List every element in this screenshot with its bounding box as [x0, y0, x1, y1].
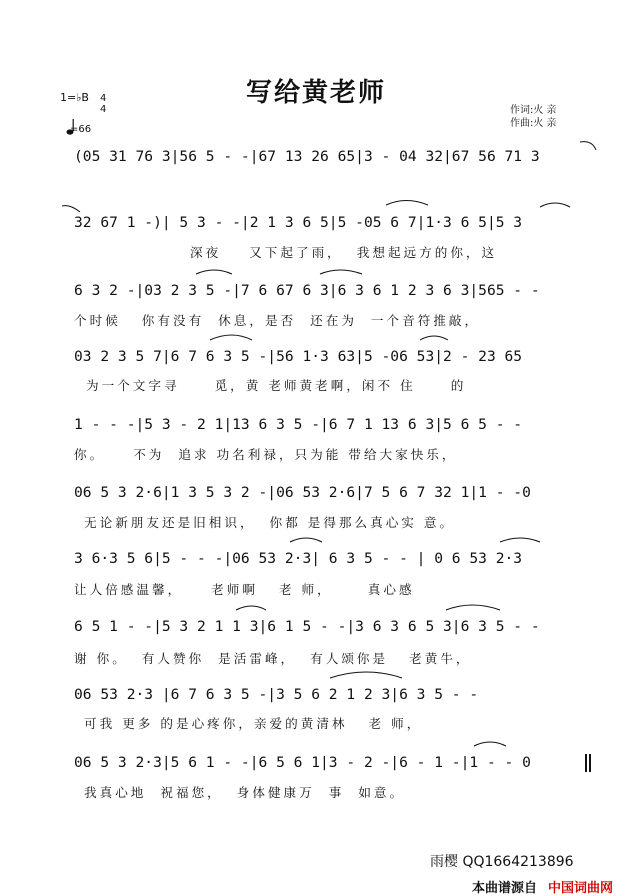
notation-line-10: 06 5 3 2·3|5 6 1 - -|6 5 6 1|3 - 2 -|6 - 1 -|1 - - 0 [74, 754, 531, 771]
lyric-line-9: 可我 更多 的是心疼你，亲爱的黄清林 老 师， [84, 716, 423, 731]
tempo-marking: =66 [70, 124, 92, 135]
lyric-line-6: 无论新朋友还是旧相识， 你都 是得那么真心实 意。 [84, 515, 456, 530]
lyric-line-2: 深夜 又下起了雨， 我想起远方的你，这 [190, 245, 498, 260]
slur-mark [420, 336, 448, 340]
notation-line-4: 03 2 3 5 7|6 7 6 3 5 -|56 1·3 63|5 -06 53|2 - 23 65 [74, 348, 523, 365]
source-label: 本曲谱源自 [472, 881, 538, 896]
notation-line-1: (05 31 76 3|56 5 - -|67 13 26 65|3 - 04 32|67 56 71 3 [74, 148, 540, 165]
lyricist-credit: 作词:火 亲 [510, 105, 557, 116]
notation-line-6: 06 5 3 2·6|1 3 5 3 2 -|06 53 2·6|7 5 6 7 32 1|1 - -0 [74, 484, 531, 501]
time-signature-bottom: 4 [100, 104, 107, 115]
notation-line-9: 06 53 2·3 |6 7 6 3 5 -|3 5 6 2 1 2 3|6 3 5 - - [74, 686, 479, 703]
time-signature-top: 4 [100, 93, 107, 104]
slur-mark [210, 335, 252, 340]
slur-mark [196, 270, 232, 274]
lyric-line-8: 谢 你。 有人赞你 是活雷峰， 有人颂你是 老黄牛， [74, 651, 472, 666]
source-site-link[interactable]: 中国词曲网 [548, 881, 614, 896]
lyric-line-4: 为一个文字寻 觅，黄 老师黄老啊，闲不 住 的 [86, 378, 467, 393]
slur-mark [62, 206, 80, 212]
lyric-line-10: 我真心地 祝福您， 身体健康万 事 如意。 [84, 785, 406, 800]
slur-mark [386, 201, 428, 206]
lyric-line-5: 你。 不为 追求 功名利禄，只为能 带给大家快乐， [74, 447, 458, 462]
notation-line-8: 6 5 1 - -|5 3 2 1 1 3|6 1 5 - -|3 6 3 6 5 3|6 3 5 - - [74, 618, 540, 635]
notation-line-7: 3 6·3 5 6|5 - - -|06 53 2·3| 6 3 5 - - | 0 6 53 2·3 [74, 550, 523, 567]
notation-line-2: 32 67 1 -)| 5 3 - -|2 1 3 6 5|5 -05 6 7|1·3 6 5|5 3 [74, 214, 523, 231]
composer-credit: 作曲:火 亲 [510, 118, 557, 129]
transcriber-signature: 雨樱 QQ1664213896 [430, 854, 574, 870]
notation-line-5: 1 - - -|5 3 - 2 1|13 6 3 5 -|6 7 1 13 6 3|5 6 5 - - [74, 416, 523, 433]
slur-mark [580, 142, 596, 150]
slur-mark [236, 606, 266, 610]
slur-mark [540, 203, 570, 207]
lyric-line-7: 让人倍感温馨， 老师啊 老 师， 真心感 [74, 582, 415, 597]
slur-mark [446, 605, 500, 610]
slur-mark [500, 538, 540, 542]
slur-mark [290, 538, 322, 542]
slur-mark [330, 672, 402, 678]
page-title: 写给黄老师 [245, 78, 386, 108]
notation-line-3: 6 3 2 -|03 2 3 5 -|7 6 67 6 3|6 3 6 1 2 3 6 3|565 - - [74, 282, 540, 299]
key-signature: 1=♭B [60, 91, 89, 104]
slur-mark [474, 742, 506, 746]
slur-mark [320, 270, 362, 274]
lyric-line-3: 个时候 你有没有 休息，是否 还在为 一个音符推敲， [74, 313, 481, 328]
